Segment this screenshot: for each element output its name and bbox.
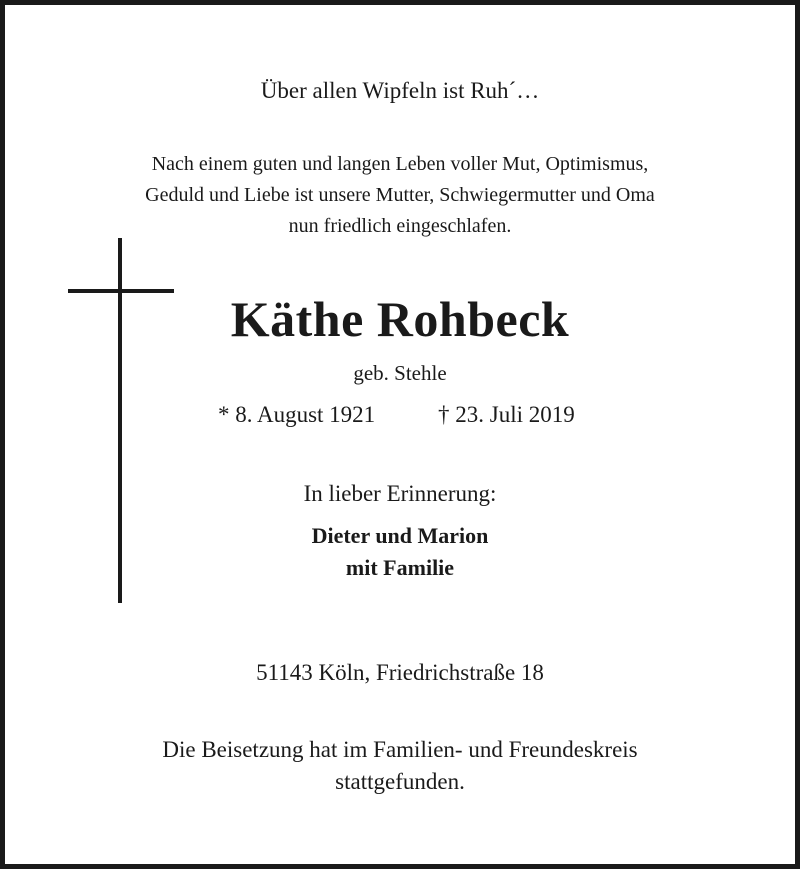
- intro-line: Geduld und Liebe ist unsere Mutter, Schwiegermutter und Oma: [145, 184, 655, 206]
- memory-heading: In lieber Erinnerung:: [303, 481, 497, 506]
- intro-line: Nach einem guten und langen Leben voller Mut, Optimismus,: [151, 153, 649, 175]
- closing-line: Die Beisetzung hat im Familien- und Freundeskreis: [162, 737, 638, 762]
- motto: Über allen Wipfeln ist Ruh´…: [260, 78, 540, 103]
- deceased-name: Käthe Rohbeck: [230, 291, 570, 347]
- birth-name: geb. Stehle: [353, 361, 447, 385]
- closing-line: stattgefunden.: [335, 769, 465, 794]
- intro-line: nun friedlich eingeschlafen.: [288, 215, 512, 237]
- death-date: † 23. Juli 2019: [438, 402, 575, 427]
- address: 51143 Köln, Friedrichstraße 18: [256, 660, 544, 685]
- signer-line: mit Familie: [345, 555, 455, 580]
- birth-date: * 8. August 1921: [218, 402, 376, 427]
- signer-line: Dieter und Marion: [311, 523, 489, 548]
